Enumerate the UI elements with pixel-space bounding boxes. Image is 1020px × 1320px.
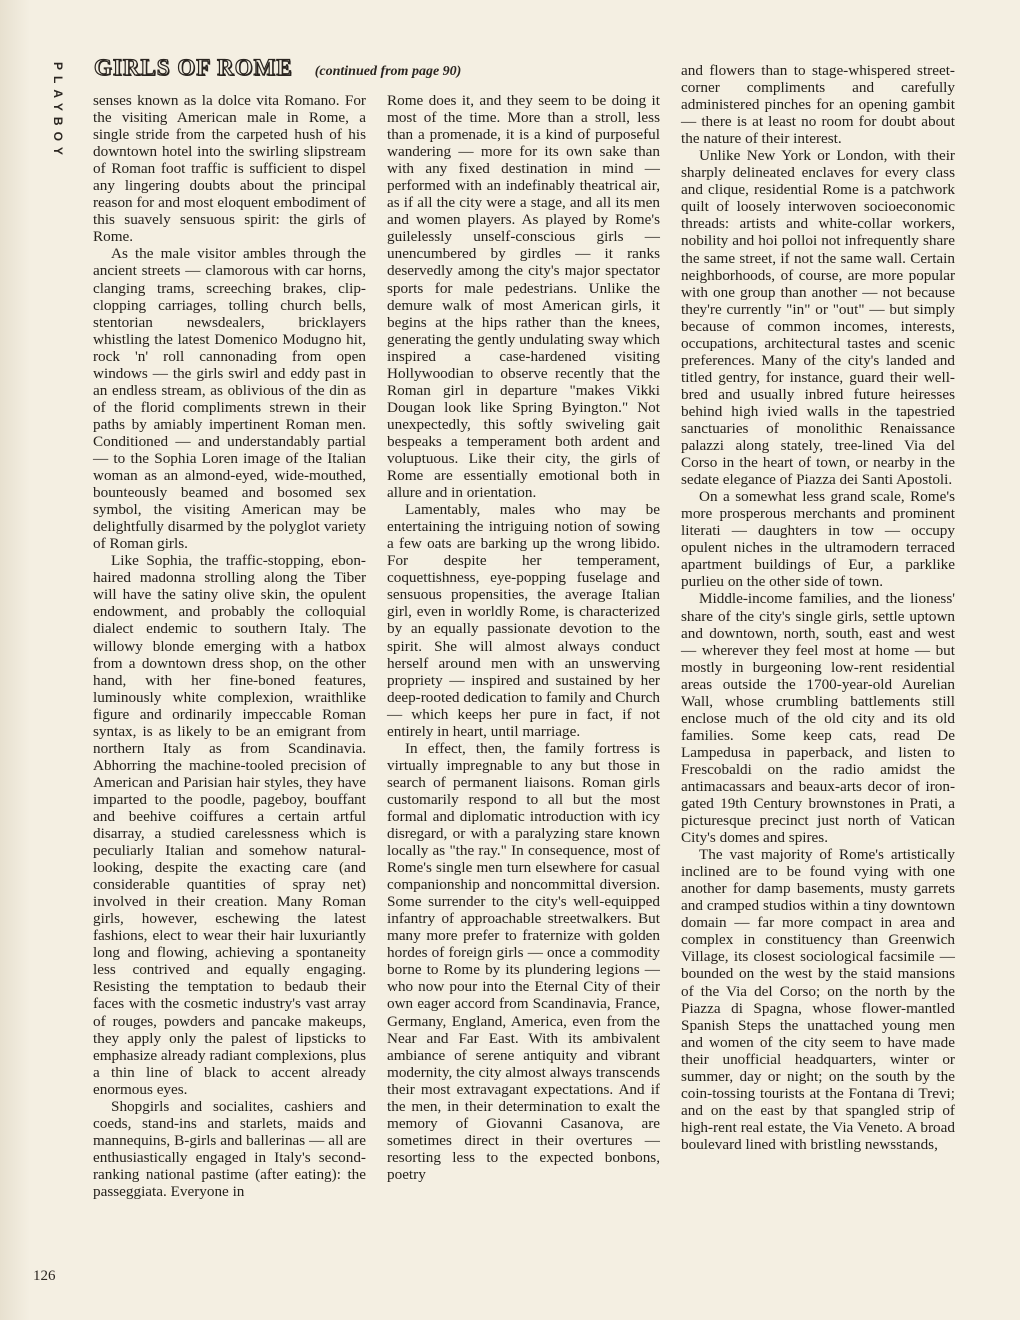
article-title: GIRLS OF ROME	[94, 55, 293, 80]
paragraph: and flowers than to stage-whispered street-corner compliments and carefully administered pinches for an opening gambit — there is at least no room for doubt about the nature of their interest.	[681, 62, 955, 148]
paragraph: On a somewhat less grand scale, Rome's more prosperous merchants and prominent literati — daughters in tow — occupy opulent niches in the ultramodern terraced apartment buildings of Eur, a parklike purlieu on the other side of town.	[681, 488, 955, 591]
paragraph: Rome does it, and they seem to be doing it most of the time. More than a stroll, less than a promenade, it is a kind of purposeful wandering — more for its own sake than with any fixed destination in mind — performed with an indefinably theatrical air, as if all the city were a stage, and all its men and women players. As played by Rome's guilelessly unself-conscious girls — unencumbered by girdles — it ranks deservedly among the city's major spectator sports for male pedestrians. Unlike the demure walk of most American girls, it begins at the hips rather than the knees, generating the gently undulating sway which inspired a case-hardened visiting Hollywoodian to observe recently that the Roman girl in departure "makes Vikki Dougan look like Spring Byington." Not unexpectedly, this softly swiveling gait bespeaks a temperament both ardent and voluptuous. Like their city, the girls of Rome are essentially emotional both in allure and in orientation.	[387, 92, 660, 502]
magazine-name: PLAYBOY	[51, 62, 65, 161]
continued-note: (continued from page 90)	[314, 64, 462, 79]
binding-shadow	[0, 0, 30, 1320]
text-column-3	[681, 62, 955, 1153]
paragraph: Lamentably, males who may be entertaining the intriguing notion of sowing a few oats are barking up the wrong libido. For despite her temperament, coquettishness, eye-popping fuselage and sensuous propensities, the average Italian girl, even in worldly Rome, is characterized by an equally passionate devotion to the spirit. She will almost always conduct herself around men with an unswerving propriety — inspired and sustained by her deep-rooted dedication to family and Church — which keeps her pure in fact, if not entirely in heart, until marriage.	[387, 501, 660, 740]
text-column-1	[93, 92, 366, 1200]
paragraph: Unlike New York or London, with their sharply delineated enclaves for every class and clique, residential Rome is a patchwork quilt of loosely interwoven socioeconomic threads: artists and white-collar workers, nobility and hoi polloi not infrequently share the same street, if not the same wall. Certain neighborhoods, of course, are more popular with one group than another — not because they're currently "in" or "out" — but simply because of common incomes, interests, occupations, architectural tastes and scenic preferences. Many of the city's landed and titled gentry, for instance, guard their well-bred and usually inbred future heiresses behind high ivied walls in the tapestried sanctuaries of monolithic Renaissance palazzi along stately, tree-lined Via del Corso in the heart of town, or nearby in the sedate elegance of Piazza dei Santi Apostoli.	[681, 147, 955, 489]
paragraph: Shopgirls and socialites, cashiers and coeds, stand-ins and starlets, maids and mannequins, B-girls and ballerinas — all are enthusiastically engaged in Italy's second-ranking national pastime (after eating): the passeggiata. Everyone in	[93, 1097, 366, 1200]
text-column-2	[387, 92, 660, 1183]
paragraph: In effect, then, the family fortress is virtually impregnable to any but those in search of permanent liaisons. Roman girls customarily respond to all but the most formal and diplomatic introduction with icy disregard, or with a paralyzing stare known locally as "the ray." In consequence, most of Rome's single men turn elsewhere for casual companionship and noncommittal diversion. Some surrender to the city's well-equipped infantry of approachable streetwalkers. But many more prefer to fraternize with golden hordes of foreign girls — once a commodity borne to Rome by its plundering legions — who now pour into the Eternal City of their own eager accord from Scandinavia, France, Germany, England, America, even from the Near and Far East. With its ambivalent ambiance of serene antiquity and vibrant modernity, the city almost always transcends their most extravagant expectations. And if the men, in their determination to exalt the memory of Giovanni Casanova, are sometimes direct in their overtures — resorting less to the expected bonbons, poetry	[387, 739, 660, 1183]
paragraph: The vast majority of Rome's artistically inclined are to be found vying with one another for damp basements, musty garrets and cramped studios within a tiny downtown domain — far more compact in area and complex in constituency than Greenwich Village, its closest sociological facsimile — bounded on the west by the staid mansions of the Via del Corso; on the north by the Piazza di Spagna, whose flower-mantled Spanish Steps the unattached young men and women of the city seem to have made their unofficial headquarters, winter or summer, day or night; on the south by the coin-tossing tourists at the Fontana di Trevi; and on the east by that spangled strip of high-rent real estate, the Via Veneto. A broad boulevard lined with bristling newsstands,	[681, 846, 955, 1153]
paragraph: Middle-income families, and the lioness' share of the city's single girls, settle uptown and downtown, north, south, east and west — wherever they feel most at home — but mostly in burgeoning low-rent residential areas outside the 1700-year-old Aurelian Wall, whose crumbling battlements still enclose much of the old city and its old families. Some keep cats, read De Lampedusa in paperback, and listen to Frescobaldi on the radio amidst the antimacassars and beaux-arts decor of iron-gated 19th Century brownstones in Prati, a picturesque precinct just north of Vatican City's domes and spires.	[681, 590, 955, 847]
paragraph: As the male visitor ambles through the ancient streets — clamorous with car horns, clanging trams, screeching brakes, clip-clopping carriages, tolling church bells, stentorian newsdealers, bricklayers whistling the latest Domenico Modugno hit, rock 'n' roll cannonading from open windows — the girls swirl and eddy past in an endless stream, as oblivious of the din as of the florid compliments strewn in their paths by amiably impertinent Roman men. Conditioned — and understandably partial — to the Sophia Loren image of the Italian woman as an almond-eyed, wide-mouthed, bounteously beamed and bosomed sex symbol, the visiting American may be delightfully disarmed by the polyglot variety of Roman girls.	[93, 245, 366, 553]
paragraph: Like Sophia, the traffic-stopping, ebon-haired madonna strolling along the Tiber will have the satiny olive skin, the opulent endowment, and probably the colloquial dialect endemic to southern Italy. The willowy blonde emerging with a hatbox from a downtown dress shop, on the other hand, with her fine-boned features, luminously white complexion, wraithlike figure and ordinarily impeccable Roman syntax, is as likely to be an emigrant from northern Italy as from Scandinavia. Abhorring the machine-tooled precision of American and Parisian hair styles, they have imparted to the poodle, pageboy, bouffant and beehive coiffures a certain artful disarray, a studied carelessness which is peculiarly Italian and somehow natural-looking, despite the exacting care (and considerable quantities of spray net) involved in their creation. Many Roman girls, however, eschewing the latest fashions, elect to wear their hair luxuriantly long and flowing, achieving a spontaneity less contrived and equally engaging. Resisting the temptation to bedaub their faces with the cosmetic industry's vast array of rouges, powders and pancake makeups, they apply only the palest of lipsticks to emphasize already radiant complexions, plus a thin line of black to accent already enormous eyes.	[93, 552, 366, 1098]
article-header	[94, 55, 594, 89]
page-number: 126	[33, 1268, 56, 1284]
paragraph: senses known as la dolce vita Romano. For the visiting American male in Rome, a single stride from the carpeted hush of his downtown hotel into the swirling slipstream of Roman foot traffic is sufficient to dispel any lingering doubts about the principal reason for and most eloquent embodiment of this suavely sensuous spirit: the girls of Rome.	[93, 92, 366, 246]
